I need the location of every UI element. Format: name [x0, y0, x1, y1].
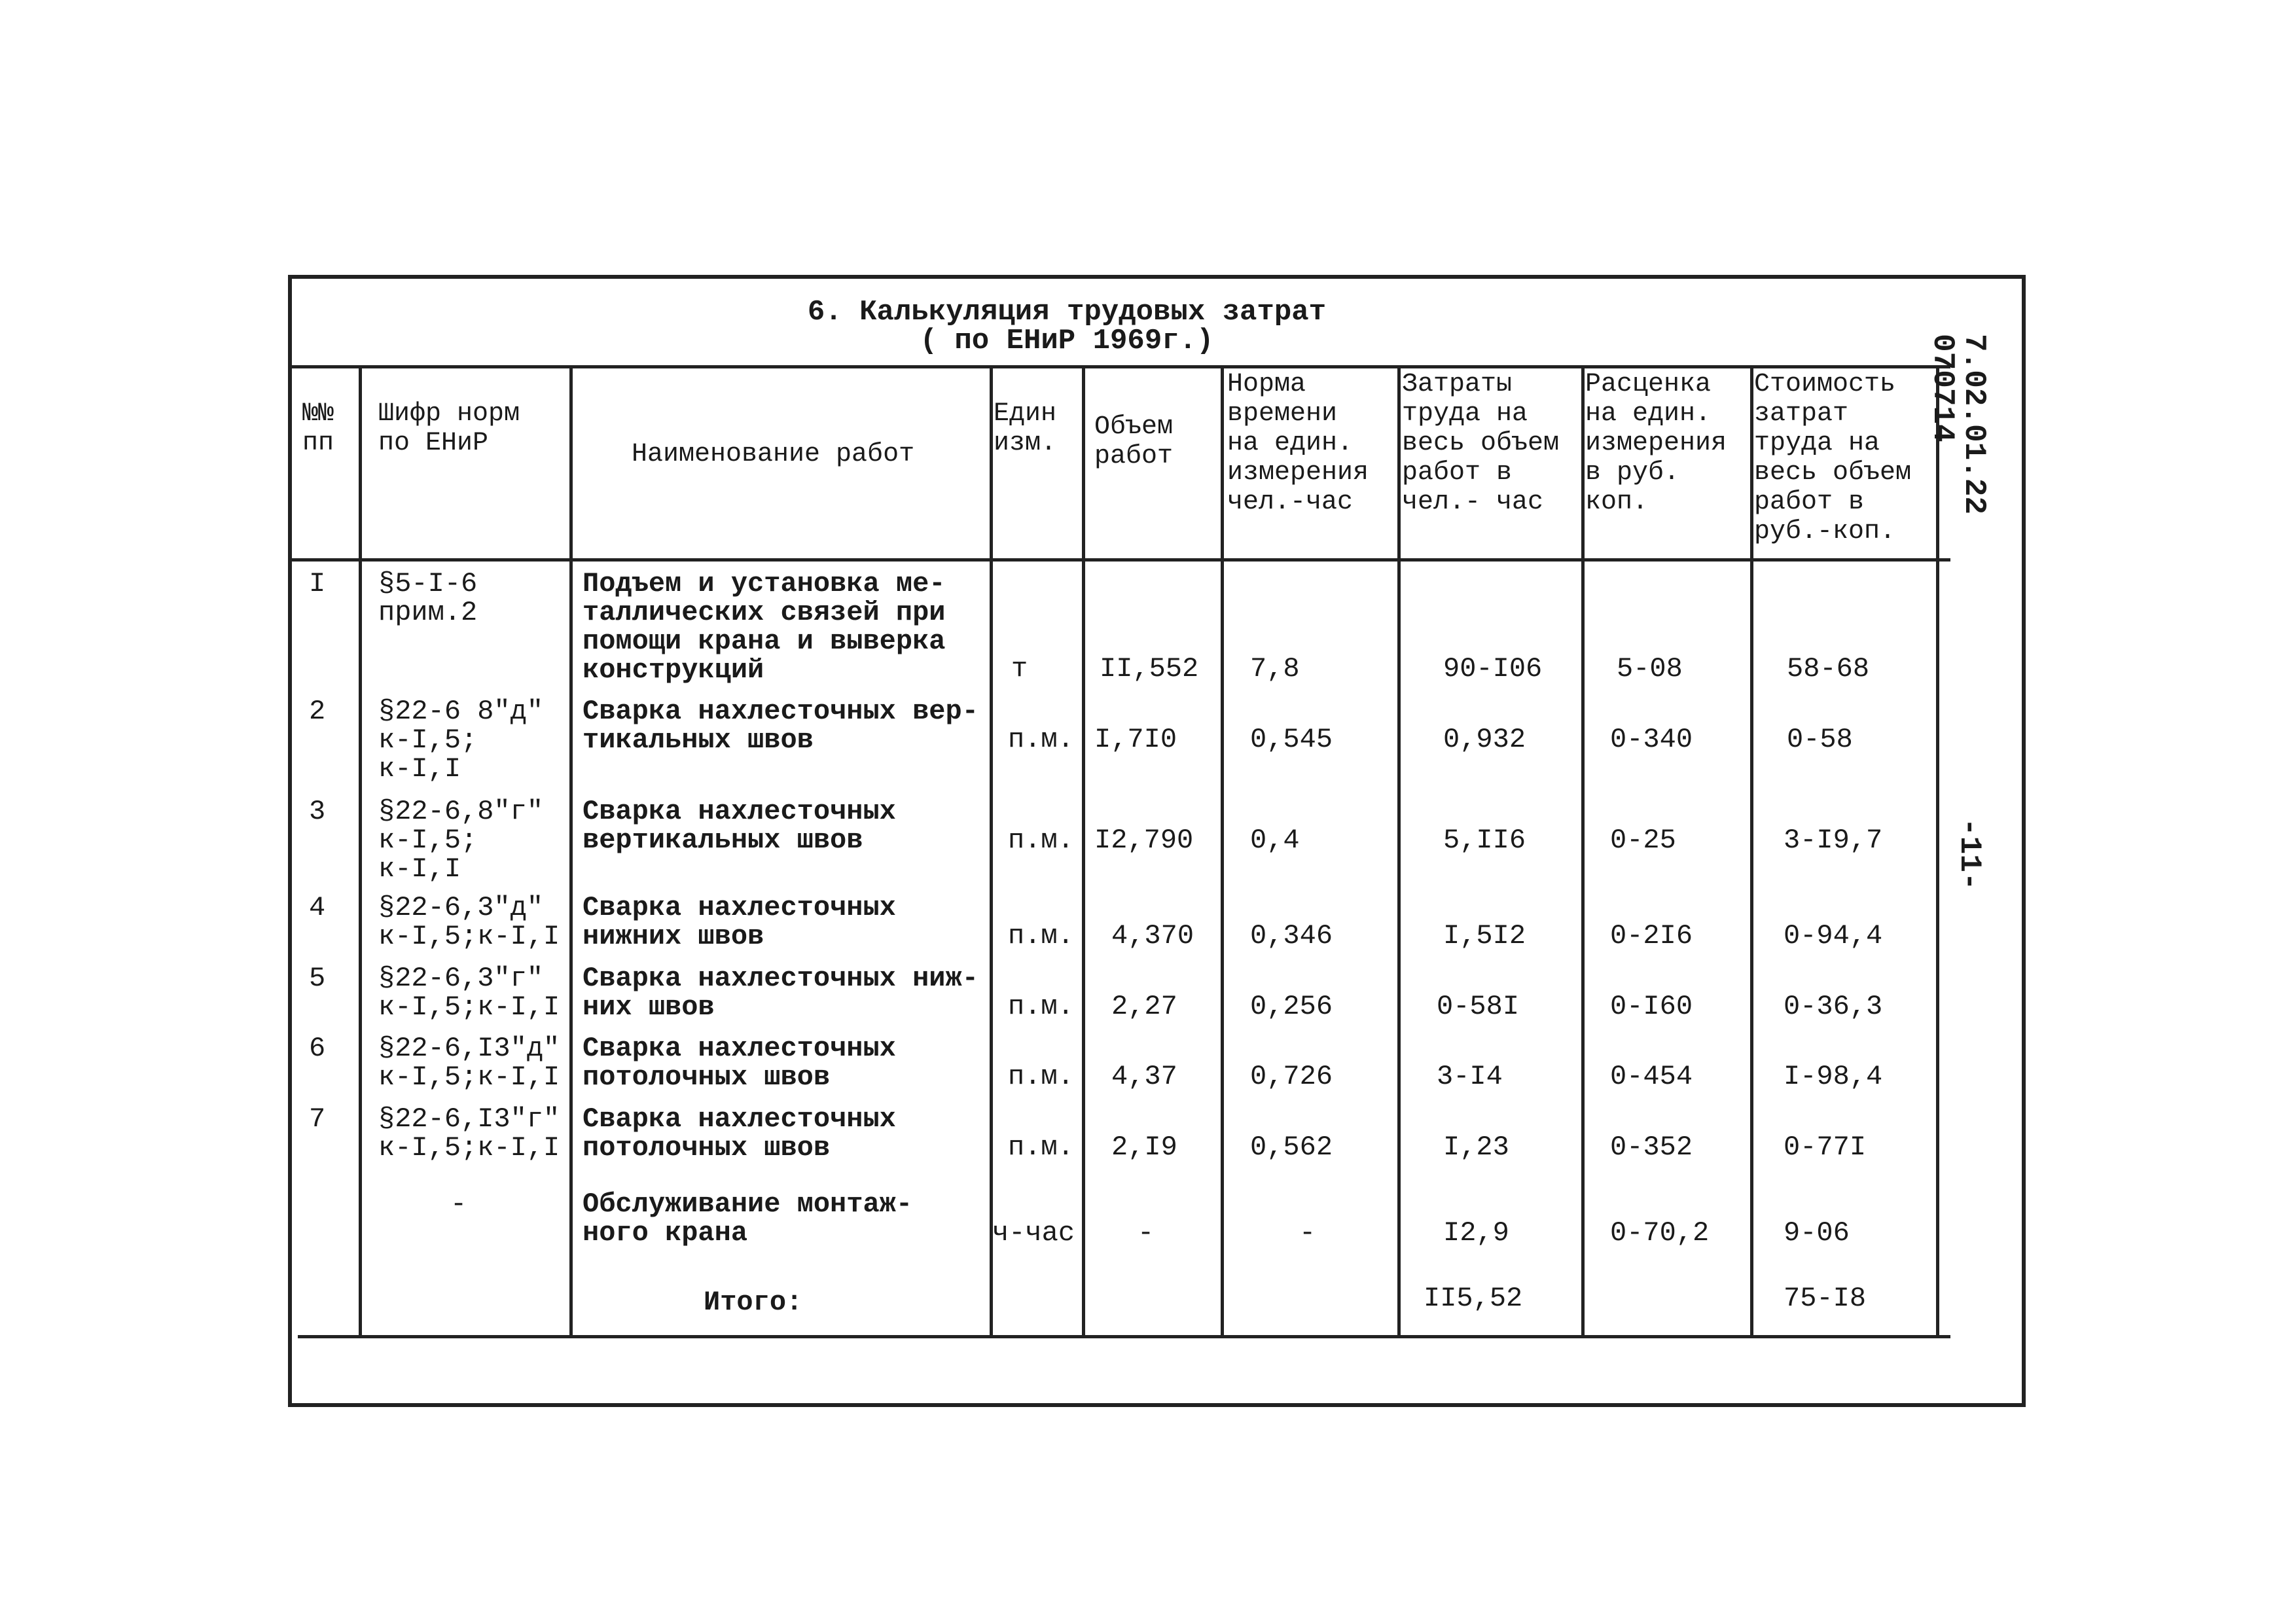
row-4-rate: 0-2I6: [1610, 920, 1693, 952]
row-8-cost: 9-06: [1784, 1217, 1850, 1249]
total-cost: 75-I8: [1784, 1283, 1867, 1314]
row-3-name: Сварка нахлесточных вертикальных швов: [583, 796, 896, 856]
row-5-cost: 0-36,3: [1784, 991, 1883, 1022]
row-2-volume: I,7I0: [1094, 724, 1177, 755]
row-4-norm: 0,346: [1250, 920, 1333, 952]
row-2-code: §22-6 8"д" к-I,5; к-I,I: [378, 696, 544, 785]
row-2-unit: п.м.: [1008, 724, 1074, 755]
row-5-name: Сварка нахлесточных ниж- них швов: [583, 963, 978, 1023]
row-7-volume: 2,I9: [1111, 1132, 1177, 1163]
col-rule-8: [1750, 366, 1753, 1337]
row-8-volume: -: [1138, 1217, 1155, 1249]
total-label: Итого:: [704, 1287, 803, 1318]
row-7-cost: 0-77I: [1784, 1132, 1867, 1163]
row-7-unit: п.м.: [1008, 1132, 1074, 1163]
row-6-rate: 0-454: [1610, 1061, 1693, 1092]
header-labor: Затраты труда на весь объем работ в чел.- час: [1402, 370, 1560, 517]
side-code-line-1: 7.02.01.22: [1957, 334, 1991, 515]
header-top-rule: [288, 365, 1950, 368]
row-1-name: Подъем и установка ме- таллических связей при помощи крана и выверка конструкций: [583, 568, 946, 686]
row-6-code: §22-6,I3"д" к-I,5;к-I,I: [378, 1033, 560, 1093]
col-rule-5: [1221, 366, 1224, 1337]
header-code: Шифр норм по ЕНиР: [378, 399, 520, 458]
row-4-code: §22-6,3"д" к-I,5;к-I,I: [378, 892, 560, 952]
title-line-1: 6. Калькуляция трудовых затрат: [807, 296, 1327, 329]
row-7-num: 7: [309, 1103, 326, 1135]
row-8-labor: I2,9: [1443, 1217, 1509, 1249]
row-8-norm: -: [1299, 1217, 1316, 1249]
title-line-2: ( по ЕНиР 1969г.): [920, 325, 1214, 357]
col-rule-6: [1397, 366, 1401, 1337]
header-norm: Норма времени на един. измерения чел.-час: [1227, 370, 1369, 517]
row-1-norm: 7,8: [1250, 653, 1300, 685]
row-5-code: §22-6,3"г" к-I,5;к-I,I: [378, 963, 560, 1023]
row-6-name: Сварка нахлесточных потолочных швов: [583, 1033, 896, 1093]
row-5-unit: п.м.: [1008, 991, 1074, 1022]
row-1-num: I: [309, 568, 326, 599]
row-7-norm: 0,562: [1250, 1132, 1333, 1163]
row-2-name: Сварка нахлесточных вер- тикальных швов: [583, 696, 978, 756]
row-8-unit: ч-час: [992, 1217, 1075, 1249]
row-4-cost: 0-94,4: [1784, 920, 1883, 952]
row-6-num: 6: [309, 1033, 326, 1064]
row-2-num: 2: [309, 696, 326, 727]
col-rule-7: [1581, 366, 1585, 1337]
header-cost: Стоимость затрат труда на весь объем работ в руб.-коп.: [1754, 370, 1912, 546]
side-document-code: [1927, 334, 1990, 514]
row-5-volume: 2,27: [1111, 991, 1177, 1022]
row-1-rate: 5-08: [1617, 653, 1683, 685]
col-rule-3: [990, 366, 993, 1337]
row-5-norm: 0,256: [1250, 991, 1333, 1022]
row-7-labor: I,23: [1443, 1132, 1509, 1163]
header-volume: Объем работ: [1094, 412, 1174, 471]
row-3-num: 3: [309, 796, 326, 827]
row-4-labor: I,5I2: [1443, 920, 1526, 952]
row-5-num: 5: [309, 963, 326, 994]
row-2-labor: 0,932: [1443, 724, 1526, 755]
header-unit: Един изм.: [994, 399, 1057, 458]
header-rate: Расценка на един. измерения в руб. коп.: [1585, 370, 1727, 517]
row-4-unit: п.м.: [1008, 920, 1074, 952]
header-num: №№ пп: [302, 399, 334, 458]
row-1-volume: II,552: [1100, 653, 1199, 685]
row-6-volume: 4,37: [1111, 1061, 1177, 1092]
total-labor: II5,52: [1424, 1283, 1523, 1314]
row-3-cost: 3-I9,7: [1784, 825, 1883, 856]
col-rule-4: [1082, 366, 1085, 1337]
row-2-norm: 0,545: [1250, 724, 1333, 755]
row-5-rate: 0-I60: [1610, 991, 1693, 1022]
row-1-code: §5-I-6 прим.2: [378, 568, 478, 628]
table-bottom-rule: [298, 1335, 1950, 1338]
row-3-norm: 0,4: [1250, 825, 1300, 856]
row-3-rate: 0-25: [1610, 825, 1676, 856]
row-3-code: §22-6,8"г" к-I,5; к-I,I: [378, 796, 544, 885]
col-rule-2: [569, 366, 573, 1337]
header-name: Наименование работ: [632, 440, 915, 469]
row-2-rate: 0-340: [1610, 724, 1693, 755]
row-5-labor: 0-58I: [1437, 991, 1520, 1022]
row-7-rate: 0-352: [1610, 1132, 1693, 1163]
row-4-volume: 4,370: [1111, 920, 1194, 952]
row-7-name: Сварка нахлесточных потолочных швов: [583, 1103, 896, 1164]
header-bottom-rule: [288, 558, 1950, 562]
page-title: [772, 298, 1361, 355]
row-1-unit: т: [1011, 653, 1028, 685]
row-4-num: 4: [309, 892, 326, 923]
row-8-name: Обслуживание монтаж- ного крана: [583, 1188, 913, 1249]
row-3-unit: п.м.: [1008, 825, 1074, 856]
row-6-labor: 3-I4: [1437, 1061, 1503, 1092]
row-3-labor: 5,II6: [1443, 825, 1526, 856]
row-2-cost: 0-58: [1787, 724, 1853, 755]
side-code-line-2: 070714: [1926, 334, 1960, 442]
row-3-volume: I2,790: [1094, 825, 1194, 856]
row-1-labor: 90-I06: [1443, 653, 1543, 685]
col-rule-1: [359, 366, 362, 1337]
row-7-code: §22-6,I3"г" к-I,5;к-I,I: [378, 1103, 560, 1164]
row-1-cost: 58-68: [1787, 653, 1870, 685]
row-8-code: -: [450, 1188, 467, 1220]
row-4-name: Сварка нахлесточных нижних швов: [583, 892, 896, 952]
row-6-unit: п.м.: [1008, 1061, 1074, 1092]
row-8-rate: 0-70,2: [1610, 1217, 1710, 1249]
page-number: -11-: [1952, 818, 1986, 891]
row-6-cost: I-98,4: [1784, 1061, 1883, 1092]
row-6-norm: 0,726: [1250, 1061, 1333, 1092]
